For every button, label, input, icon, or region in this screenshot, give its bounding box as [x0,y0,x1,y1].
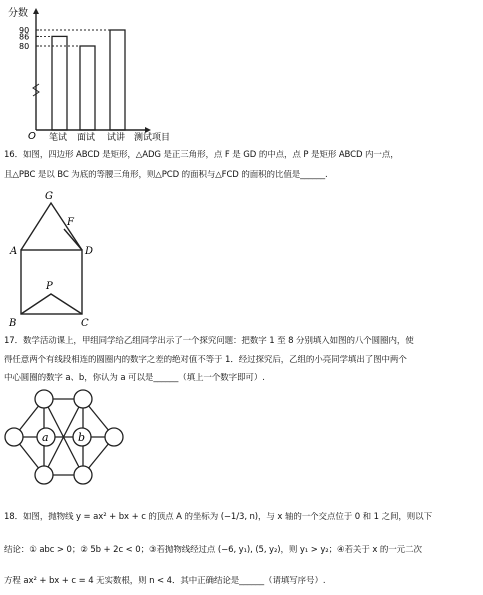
bar [110,30,125,130]
node-a-label: a [42,431,49,444]
q16-line-1: 16．如图，四边形 ABCD 是矩形，△ADG 是正三角形，点 F 是 GD 的中点，点 P 是矩形 ABCD 内一点， [4,150,399,160]
node-top-right [74,390,92,408]
y-axis-arrow [33,8,39,14]
x-tick-label: 笔试 [49,133,68,142]
x-tick-label: 试讲 [107,133,126,142]
label-p: P [46,281,53,292]
x-axis-label: 测试项目 [134,133,171,142]
node-bottom-left [35,466,53,484]
label-a: A [10,246,18,257]
label-f: F [67,217,74,228]
label-d: D [85,246,94,257]
triangle-pbc [21,294,82,314]
label-c: C [81,318,89,329]
q18-line-3: 方程 ax² + bx + c = 4 无实数根，则 n < 4．其中正确结论是______（请填写序号）. [4,576,326,586]
segment-fd [64,229,82,250]
y-axis-label: 分数 [8,8,28,19]
y-tick-label: 90 [19,26,30,35]
q18-line-1: 18．如图，抛物线 y = ax² + bx + c 的顶点 A 的坐标为 (−1/3, n)，与 x 轴的一个交点位于 0 和 1 之间，则以下 [4,512,432,522]
y-tick-label: 86 [19,32,30,42]
q17-circle-graph [0,385,140,490]
x-tick-label: 面试 [77,133,96,142]
q16-figure [0,185,110,330]
node-left [5,428,23,446]
q17-line-2: 得任意两个有线段相连的圆圈内的数字之差的绝对值不等于 1．经过探究后，乙组的小亮同学填出了图中两个 [4,355,407,365]
bar [80,46,95,130]
origin-label: O [28,131,36,142]
label-b: B [9,318,17,329]
q17-line-1: 17．数学活动课上，甲组同学给乙组同学出示了一个探究问题：把数字 1 至 8 分别填入如图的八个圆圈内，使 [4,336,414,346]
bar [52,36,67,130]
label-g: G [45,191,53,202]
axis-break [33,84,39,96]
node-right [105,428,123,446]
q17-line-3: 中心圆圈的数字 a、b，你认为 a 可以是______（填上一个数字即可）. [4,373,265,383]
node-top-left [35,390,53,408]
y-tick-label: 80 [19,42,30,51]
q18-line-2: 结论：① abc > 0；② 5b + 2c < 0；③若抛物线经过点 (−6, y₁), (5, y₂)，则 y₁ > y₂；④若关于 x 的一元二次 [4,545,422,555]
node-bottom-right [74,466,92,484]
q16-line-2: 且△PBC 是以 BC 为底的等腰三角形，则△PCD 的面积与△FCD 的面积的比值是______. [4,170,328,180]
node-b-label: b [78,431,86,444]
bar-chart [0,0,200,142]
